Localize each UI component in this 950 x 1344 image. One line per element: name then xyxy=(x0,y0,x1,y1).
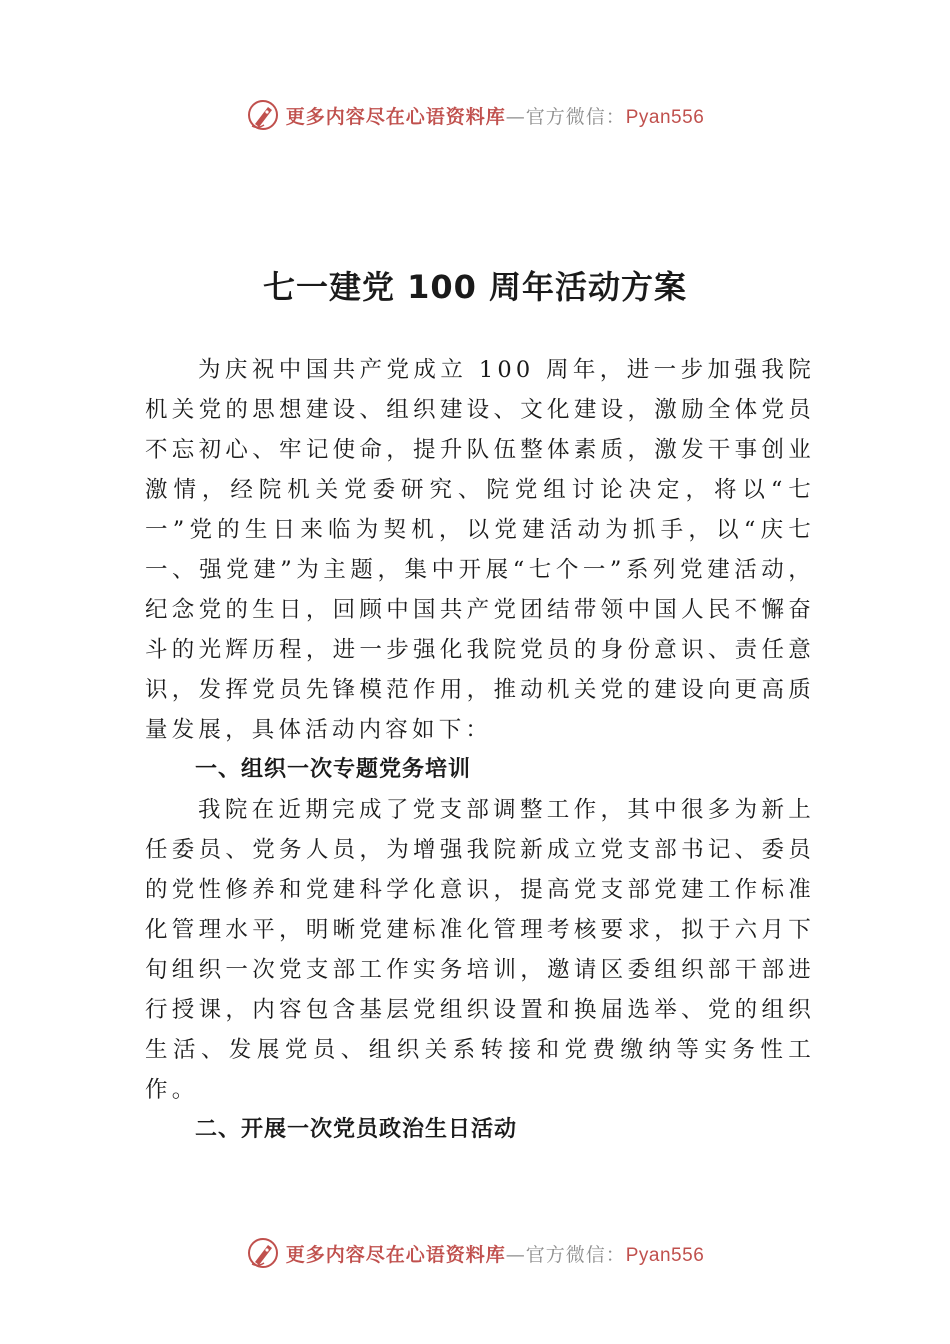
section-2-heading: 二、开展一次党员政治生日活动 xyxy=(195,1117,518,1142)
document-title: 七一建党 100 周年活动方案 xyxy=(262,268,688,306)
header-watermark xyxy=(0,95,950,135)
watermark-main-text: 更多内容尽在心语资料库 xyxy=(285,1243,506,1266)
pen-nib-logo-icon xyxy=(246,98,280,132)
section-1-heading: 一、组织一次专题党务培训 xyxy=(195,757,472,782)
watermark-wechat-id: Pyan556 xyxy=(625,1244,705,1266)
watermark-dash: — xyxy=(505,1243,526,1266)
watermark-official-label: 官方微信： xyxy=(525,1243,626,1266)
footer-watermark xyxy=(0,1233,950,1273)
section-1-paragraph: 我院在近期完成了党支部调整工作，其中很多为新上任委员、党务人员，为增强我院新成立党支部书记、委员的党性修养和党建科学化意识，提高党支部党建工作标准化管理水平，明晰党建标准化管理考核要求，拟于六月下旬组织一次党支部工作实务培训，邀请区委组织部干部进行授课，内容包含基层党组织设置和换届选举、党的组织生活、发展党员、组织关系转接和党费缴纳等实务性工作。 xyxy=(145,797,815,1103)
watermark-official-label: 官方微信： xyxy=(525,105,626,128)
watermark-main-text: 更多内容尽在心语资料库 xyxy=(285,105,506,128)
intro-paragraph: 为庆祝中国共产党成立 100 周年，进一步加强我院机关党的思想建设、组织建设、文化建设，激励全体党员不忘初心、牢记使命，提升队伍整体素质，激发干事创业激情，经院机关党委研究、院党组讨论决定，将以“七一”党的生日来临为契机，以党建活动为抓手，以“庆七一、强党建”为主题，集中开展“七个一”系列党建活动，纪念党的生日，回顾中国共产党团结带领中国人民不懈奋斗的光辉历程，进一步强化我院党员的身份意识、责任意识，发挥党员先锋模范作用，推动机关党的建设向更高质量发展，具体活动内容如下： xyxy=(145,357,815,743)
watermark-dash: — xyxy=(505,105,526,128)
document-body xyxy=(145,350,815,1150)
watermark-wechat-id: Pyan556 xyxy=(625,106,705,128)
pen-nib-logo-icon xyxy=(246,1236,280,1270)
